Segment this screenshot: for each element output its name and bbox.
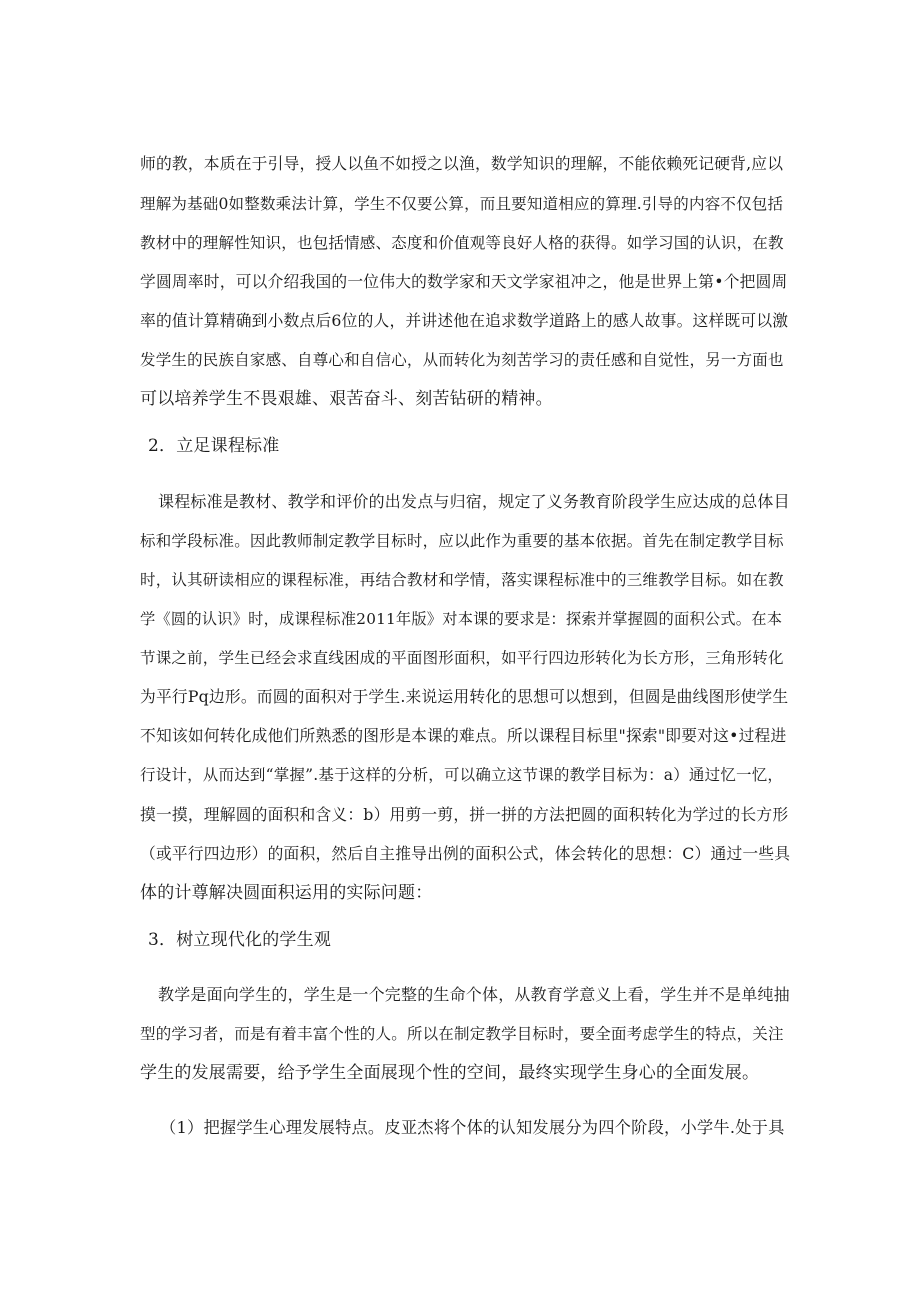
paragraph-line: 学生的发展需要，给予学生全面展现个性的空间，最终实现学生身心的全面发展。 <box>140 1063 760 1083</box>
paragraph-line: 课程标准是教材、教学和评价的出发点与归宿，规定了义务教育阶段学生应达成的总体目 <box>158 492 790 511</box>
paragraph-line: 学圆周率时，可以介绍我国的一位伟大的数学家和天文学家祖冲之，他是世界上第•个把圆周 <box>140 272 788 291</box>
section-heading: 3．树立现代化的学生观 <box>148 930 332 950</box>
paragraph-line: 学《圆的认识》时，成课程标准2011年版》对本课的要求是：探索并掌握圆的面积公式。在本 <box>140 610 783 628</box>
paragraph-line: 标和学段标准。因此教师制定教学目标时，应以此作为重要的基本依据。首先在制定教学目标 <box>140 532 784 550</box>
paragraph-line: 教学是面向学生的，学生是一个完整的生命个体，从教育学意义上看，学生并不是单纯抽 <box>158 985 790 1004</box>
paragraph-line: 发学生的民族自家感、自尊心和自信心，从而转化为刻苦学习的责任感和自觉性，另一方面也 <box>140 351 784 369</box>
paragraph-line: 时，认其研读相应的课程标准，再结合教材和学情，落实课程标准中的三维教学目标。如在教 <box>140 571 784 589</box>
paragraph-line: 师的教，本质在于引导，授人以鱼不如授之以渔，数学知识的理解，不能依赖死记硬背,应以 <box>140 154 784 173</box>
section-heading: 2．立足课程标准 <box>148 436 280 456</box>
paragraph-line: 节课之前，学生已经会求直线困成的平面图形面积，如平行四边形转化为长方形，三角形转化 <box>140 649 784 667</box>
paragraph-line: 不知该如何转化成他们所熟悉的图形是本课的难点。所以课程目标里"探索"即要对这•过程进 <box>140 726 787 745</box>
paragraph-line: （或平行四边形）的面积，然后自主推导出例的面积公式，体会转化的思想：C）通过一些具 <box>140 844 791 863</box>
paragraph-line: 可以培养学生不畏艰雄、艰苦奋斗、刻苦钻研的精神。 <box>140 389 553 409</box>
paragraph-line: 教材中的理解性知识，也包括情感、态度和价值观等良好人格的获得。如学习国的认识，在教 <box>140 234 784 252</box>
paragraph-line: （1）把握学生心理发展特点。皮亚杰将个体的认知发展分为四个阶段，小学牛.处于具 <box>160 1118 785 1137</box>
paragraph-line: 型的学习者，而是有着丰富个性的人。所以在制定教学目标时，要全面考虑学生的特点，关注 <box>140 1025 784 1043</box>
paragraph-line: 行设计，从而达到“掌握”.基于这样的分析，可以确立这节课的教学目标为：a）通过忆一忆， <box>140 766 784 784</box>
paragraph-line: 为平行Pq边形。而圆的面积对于学生.来说运用转化的思想可以想到，但圆是曲线图形使学生 <box>140 687 789 706</box>
paragraph-line: 摸一摸，理解圆的面积和含义：b）用剪一剪，拼一拼的方法把圆的面积转化为学过的长方形 <box>140 805 789 824</box>
paragraph-line: 理解为基础0如整数乘法计算，学生不仅要公算，而且要知道相应的算理.引导的内容不仅包括 <box>140 195 784 213</box>
paragraph-line: 体的计尊解决圆面积运用的实际问题： <box>140 883 433 903</box>
paragraph-line: 率的值计算精确到小数点后6位的人，并讲述他在追求数学道路上的感人故事。这样既可以激 <box>140 311 789 330</box>
